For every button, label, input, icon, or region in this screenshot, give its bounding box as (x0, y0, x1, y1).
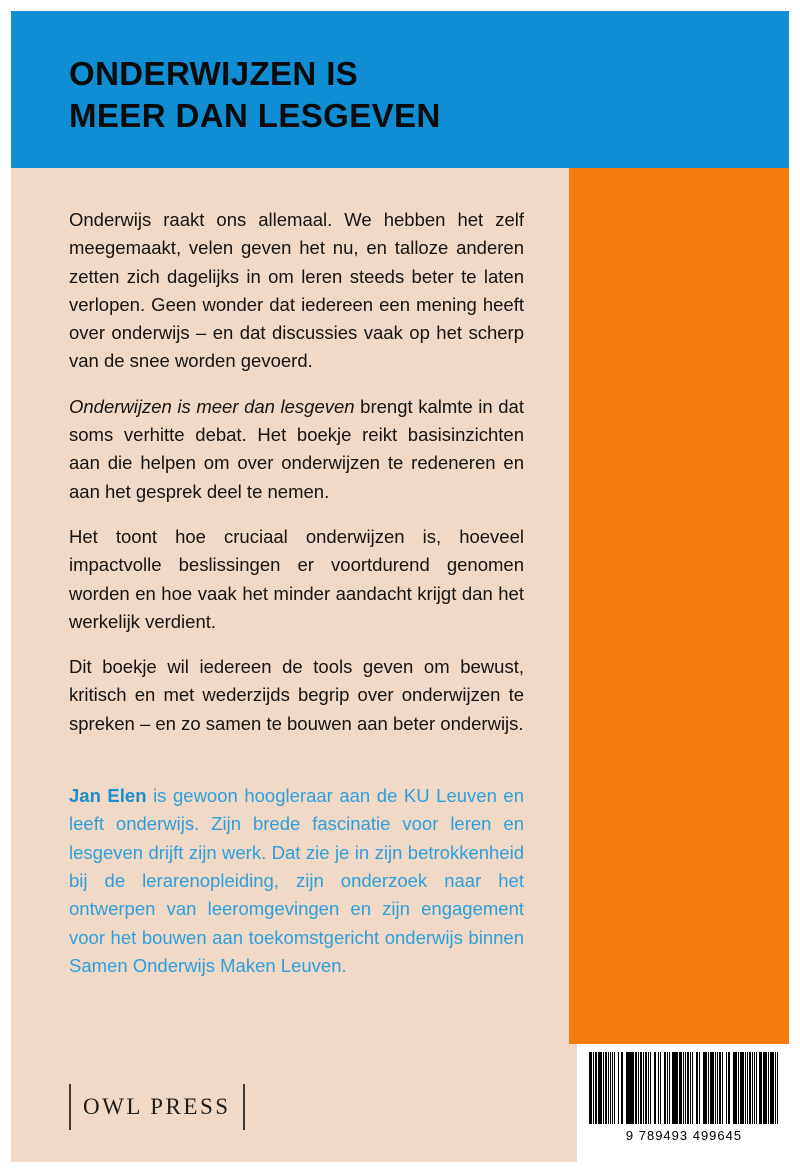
book-title-line-2: MEER DAN LESGEVEN (69, 97, 441, 135)
barcode-block (577, 1044, 789, 1162)
book-cover (11, 11, 789, 1162)
author-name: Jan Elen (69, 785, 147, 807)
book-title (69, 53, 729, 137)
author-bio-text: is gewoon hoogleraar aan de KU Leuven en leeft onderwijs. Zijn brede fascinatie voor leren en lesgeven drijft zijn werk. Dat zie je in zijn betrokkenheid bij de lerarenopleiding, zijn onderzoek naar het ontwerpen van leeromgevingen en zijn engagement voor het bouwen aan toekomstgericht onderwijs binnen Samen Onderwijs Maken Leuven. (69, 785, 525, 976)
publisher-rule-right (243, 1084, 245, 1130)
title-band (11, 11, 789, 168)
publisher-name: OWL PRESS (83, 1094, 231, 1119)
book-title-line-1: ONDERWIJZEN IS (69, 55, 359, 92)
blurb-paragraph-1: Onderwijs raakt ons allemaal. We hebben het zelf meegemaakt, velen geven het nu, en talloze anderen zetten zich dagelijks in om leren steeds beter te laten verlopen. Geen wonder dat iedereen een mening heeft over onderwijs – en dat discussies vaak op het scherp van de snee worden gevoerd. (69, 209, 524, 372)
blurb-paragraph-2 (69, 393, 524, 506)
blurb-paragraph-2-rest: brengt kalmte in dat soms verhitte debat. Het boekje reikt basisinzichten aan die helpen om over onderwijzen te redeneren en aan het gesprek deel te nemen. (69, 395, 524, 502)
orange-side-panel (569, 168, 789, 1044)
blurb-paragraph-3: Het toont hoe cruciaal onderwijzen is, hoeveel impactvolle beslissingen er voortdurend genomen worden en hoe vaak het minder aandacht krijgt dan het werkelijk verdient. (69, 525, 524, 632)
book-title-italic: Onderwijzen is meer dan lesgeven (69, 395, 355, 417)
isbn-number: 9 789493 499645 (625, 1128, 743, 1143)
blurb-paragraph-4: Dit boekje wil iedereen de tools geven om bewust, kritisch en met wederzijds begrip over onderwijzen te spreken – en zo samen te bouwen aan beter onderwijs. (69, 656, 524, 734)
publisher-logo (69, 1084, 245, 1130)
barcode-stripes (589, 1052, 779, 1124)
author-bio (69, 782, 524, 980)
back-cover-text (69, 206, 524, 980)
